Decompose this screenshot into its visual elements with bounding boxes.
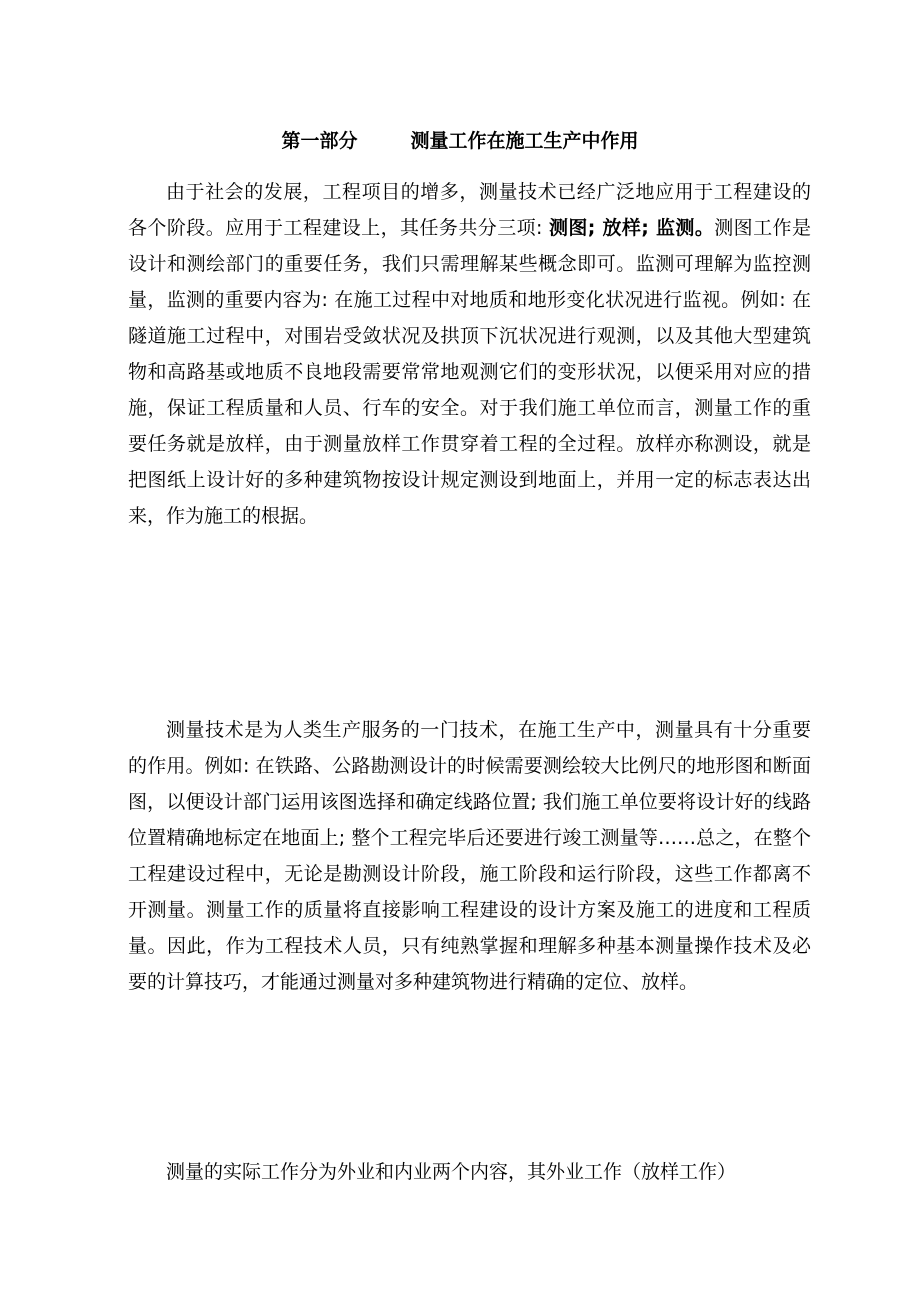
paragraph-3: 测量的实际工作分为外业和内业两个内容，其外业工作（放样工作） (166, 1161, 737, 1183)
paragraph-1-text-end: 测图工作是设计和测绘部门的重要任务，我们只需理解某些概念即可。监测可理解为监控测量，监测的重要内容为: 在施工过程中对地质和地形变化状况进行监视。例如: 在隧道施工过程中，对围岩受敛状况及拱顶下沉状况进行观测，以及其他大型建筑物和高路基或地质不良地段需要常常地观测它们的变形状况，以便采用对应的措施，保证工程质量和人员、行车的安全。对于我们施工单位而言，测量工作的重要任务就是放样，由于测量放样工作贯穿着工程的全过程。放样亦称测设，就是把图纸上设计好的多种建筑物按设计规定测设到地面上，并用一定的标志表达出来，作为施工的根据。 (128, 217, 811, 527)
paragraph-1-bold-tasks: 测图; 放样; 监测。 (548, 217, 715, 239)
paragraph-1-text-start: 由于社会的发展，工程项目的增多，测量技术已经广泛地应用于工程建设的各个阶段。应用于工程建设上，其任务共分三项: (128, 181, 811, 239)
paragraph-2: 测量技术是为人类生产服务的一门技术，在施工生产中，测量具有十分重要的作用。例如: 在铁路、公路勘测设计的时候需要测绘较大比例尺的地形图和断面图，以便设计部门运用该图选择和确定线路位置; 我们施工单位要将设计好的线路位置精确地标定在地面上; 整个工程完毕后还要进行竣工测量等……总之，在整个工程建设过程中，无论是勘测设计阶段，施工阶段和运行阶段，这些工作都离不开测量。测量工作的质量将直接影响工程建设的设计方案及施工的进度和工程质量。因此，作为工程技术人员，只有纯熟掌握和理解多种基本测量操作技术及必要的计算技巧，才能通过测量对多种建筑物进行精确的定位、放样。 (128, 719, 811, 993)
paragraph-1 (128, 174, 811, 534)
page-title: 第一部分 测量工作在施工生产中作用 (281, 130, 639, 152)
